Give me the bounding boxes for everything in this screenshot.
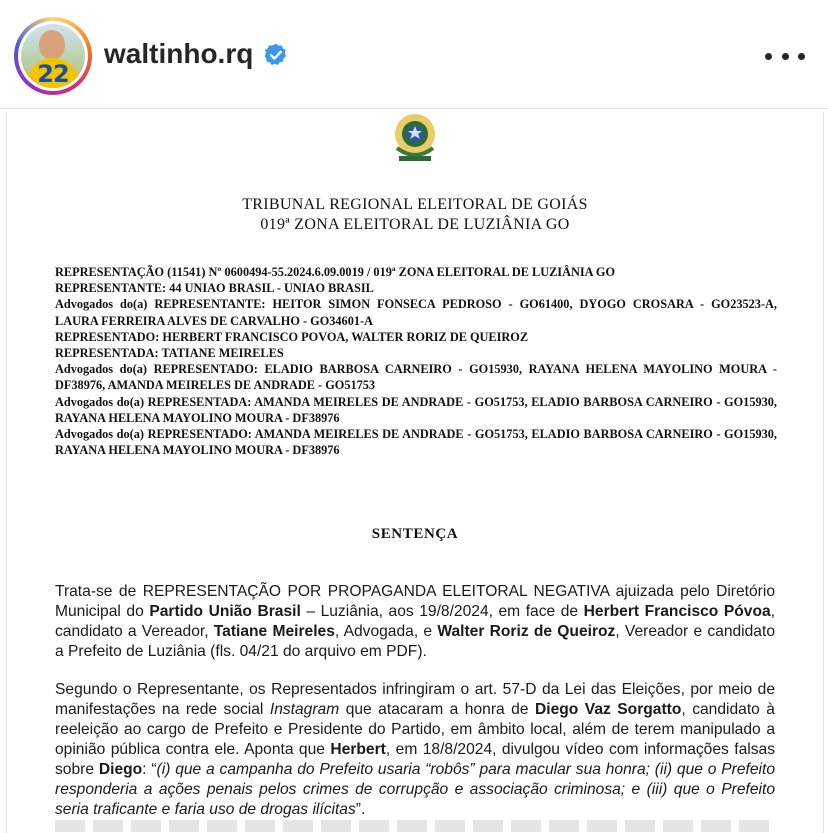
defendant-name: Tatiane Meireles (213, 623, 335, 640)
text: , candidato a Vereador, (55, 603, 776, 640)
case-parties (55, 264, 777, 458)
brazil-coat-of-arms-icon (385, 112, 445, 172)
defendant-female-lawyers-line: Advogados do(a) REPRESENTADA: AMANDA MEIRELES DE ANDRADE - GO51753, ELADIO BARBOSA CARNEIRO - GO15930, RAYANA HELENA MAYOLINO MOURA - DF38976 (55, 394, 777, 425)
more-options-icon[interactable] (765, 44, 805, 68)
court-name: TRIBUNAL REGIONAL ELEITORAL DE GOIÁS (242, 196, 588, 213)
dot (798, 53, 805, 60)
document-page (6, 112, 824, 833)
cropped-next-line (55, 820, 775, 832)
defendants-line: REPRESENTADO: HERBERT FRANCISCO POVOA, WALTER RORIZ DE QUEIROZ (55, 329, 529, 344)
paragraph-1 (55, 582, 775, 662)
person-name: Diego Vaz Sorgatto (535, 701, 682, 718)
text: ”. (355, 801, 366, 818)
text: que atacaram a honra de (339, 701, 535, 718)
text: Trata-se de REPRESENTAÇÃO POR PROPAGANDA ELEITORAL NEGATIVA ajuizada pelo Diretório Municipal do (55, 583, 775, 620)
text: , Advogada, e (334, 623, 438, 640)
plaintiff-line: REPRESENTANTE: 44 UNIAO BRASIL - UNIAO BRASIL (55, 281, 374, 296)
avatar-badge-number: 22 (37, 60, 69, 88)
header-divider (0, 108, 828, 109)
platform-name: Instagram (269, 701, 340, 718)
defendant-name: Walter Roriz de Queiroz (437, 623, 616, 640)
text: : “ (142, 761, 157, 778)
avatar-frame (18, 21, 88, 91)
text: Segundo o Representante, os Representados infringiram o art. 57-D da Lei das Eleições, por meio de manifestações na rede social (55, 681, 775, 718)
person-name: Diego (98, 761, 143, 778)
text: , candidato à reeleição ao cargo de Prefeito e Presidente do Partido, em âmbito local, além de terem manipulado a opinião pública contra ele. Aponta que (55, 701, 775, 758)
text: , em 18/8/2024, divulgou vídeo com informações falsas sobre (55, 741, 775, 778)
text: , Vereador e candidato a Prefeito de Luziânia (fls. 04/21 do arquivo em PDF). (55, 623, 775, 660)
person-name: Herbert (330, 741, 386, 758)
plaintiff-lawyers-line: Advogados do(a) REPRESENTANTE: HEITOR SIMON FONSECA PEDROSO - GO61400, DYOGO CROSARA - GO23523-A, LAURA FERREIRA ALVES DE CARVALHO - GO34601-A (55, 297, 777, 328)
avatar-photo (21, 24, 85, 88)
avatar-face (39, 30, 65, 60)
dot (765, 53, 772, 60)
post-header (0, 0, 828, 110)
dot (782, 53, 789, 60)
profile-avatar[interactable] (14, 17, 92, 95)
text: – Luziânia, aos 19/8/2024, em face de (300, 603, 584, 620)
defendant-name: Herbert Francisco Póvoa (583, 603, 771, 620)
section-heading: SENTENÇA (371, 526, 459, 542)
verified-badge-icon (263, 42, 289, 68)
party-name: Partido União Brasil (149, 603, 301, 620)
defendant-lawyers-line: Advogados do(a) REPRESENTADO: ELADIO BARBOSA CARNEIRO - GO15930, RAYANA HELENA MAYOLINO MOURA - DF38976, AMANDA MEIRELES DE ANDRADE - GO51753 (55, 362, 777, 393)
quoted-allegations: (i) que a campanha do Prefeito usaria “robôs” para macular sua honra; (ii) que o Prefeito responderia a ações penais pelos crimes de corrupção e associação criminosa; e (iii) que o Prefeito seria traficante e faria uso de drogas ilícitas (55, 761, 776, 818)
defendant-lawyers-line-2: Advogados do(a) REPRESENTADO: AMANDA MEIRELES DE ANDRADE - GO51753, ELADIO BARBOSA CARNEIRO - GO15930, RAYANA HELENA MAYOLINO MOURA - DF38976 (55, 427, 777, 458)
case-number-line: REPRESENTAÇÃO (11541) Nº 0600494-55.2024.6.09.0019 / 019ª ZONA ELEITORAL DE LUZIÂNIA GO (55, 265, 616, 279)
paragraph-2 (55, 680, 775, 820)
username-link[interactable]: waltinho.rq (104, 38, 254, 69)
electoral-zone: 019ª ZONA ELEITORAL DE LUZIÂNIA GO (260, 216, 570, 233)
defendant-female-line: REPRESENTADA: TATIANE MEIRELES (55, 346, 284, 361)
